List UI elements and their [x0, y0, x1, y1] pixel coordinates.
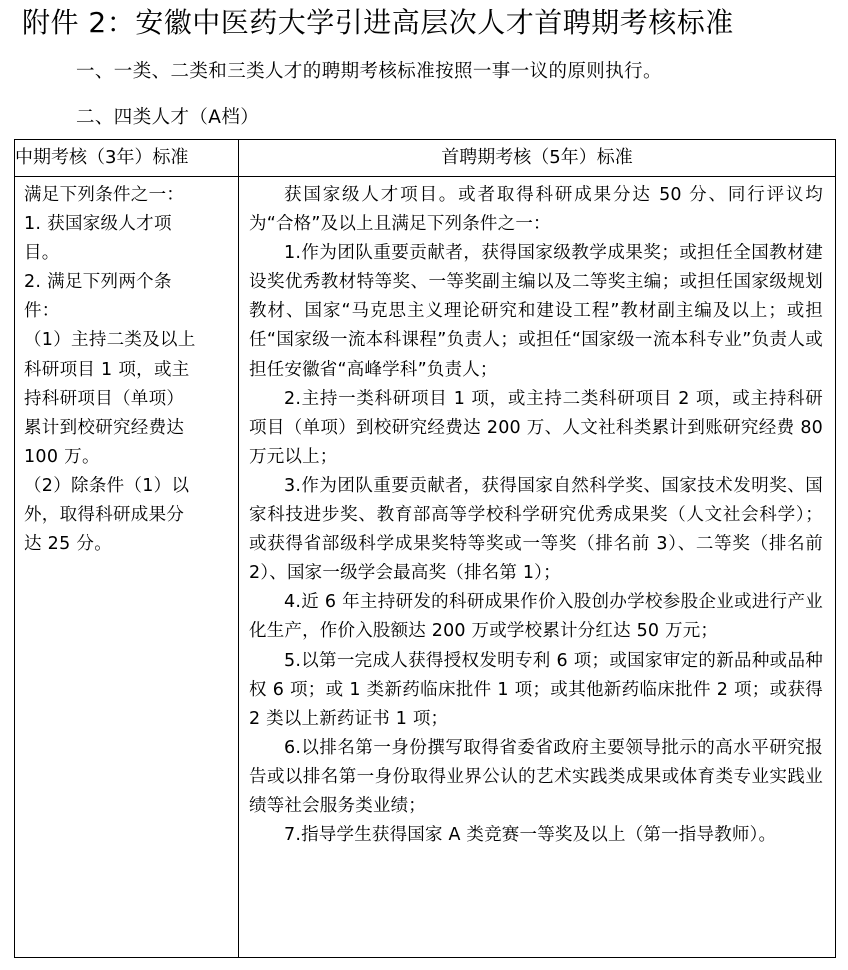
midterm-line: 目。 [24, 243, 60, 264]
criteria-item-7: 7.指导学生获得国家 A 类竞赛一等奖及以上（第一指导教师）。 [284, 825, 777, 846]
assessment-standards-table [14, 139, 836, 958]
section-1-text: 一、一类、二类和三类人才的聘期考核标准按照一事一议的原则执行。 [76, 61, 662, 82]
header-first-term: 首聘期考核（5年）标准 [239, 140, 836, 177]
midterm-line: 100 万。 [24, 446, 100, 467]
criteria-item-1: 1.作为团队重要贡献者，获得国家级教学成果奖；或担任全国教材建设奖优秀教材特等奖、一等奖副主编以及二等奖主编；或担任国家级规划教材、国家“马克思主义理论研究和建设工程”教材副主编及以上；或担任“国家级一流本科课程”负责人；或担任“国家级一流本科专业”负责人或担任安徽省“高峰学科”负责人； [249, 243, 823, 380]
criteria-item-3: 3.作为团队重要贡献者，获得国家自然科学奖、国家技术发明奖、国家科技进步奖、教育部高等学校科学研究优秀成果奖（人文社会科学）；或获得省部级科学成果奖特等奖或一等奖（排名前 3）、二等奖（排名前 2）、国家一级学会最高奖（排名第 1）； [249, 475, 823, 584]
midterm-line: 持科研项目（单项） [24, 388, 185, 409]
criteria-intro: 获国家级人才项目。或者取得科研成果分达 50 分、同行评议均为“合格”及以上且满足下列条件之一： [249, 185, 823, 235]
table-header-row [15, 140, 836, 177]
midterm-line: 累计到校研究经费达 [24, 417, 185, 438]
criteria-item-5: 5.以第一完成人获得授权发明专利 6 项；或国家审定的新品种或品种权 6 项；或 1 类新药临床批件 1 项；或其他新药临床批件 2 项；或获得 2 类以上新药证书 1 项； [249, 650, 823, 729]
midterm-line: 1. 获国家级人才项 [24, 214, 172, 235]
criteria-item-4: 4.近 6 年主持研发的科研成果作价入股创办学校参股企业或进行产业化生产，作价入股额达 200 万或学校累计分红达 50 万元； [249, 592, 823, 642]
midterm-line: （2）除条件（1）以 [24, 475, 190, 496]
midterm-criteria-cell [15, 177, 239, 958]
midterm-line: 满足下列条件之一： [24, 185, 185, 205]
midterm-line: 科研项目 1 项，或主 [24, 359, 190, 380]
midterm-line: 外，取得科研成果分 [24, 505, 185, 526]
header-midterm: 中期考核（3年）标准 [15, 140, 239, 177]
midterm-line: 件： [24, 301, 60, 322]
table-body-row [15, 177, 836, 958]
section-2-heading: 二、四类人才（A档） [76, 107, 260, 128]
midterm-line: 达 25 分。 [24, 534, 112, 555]
criteria-item-2: 2.主持一类科研项目 1 项，或主持二类科研项目 2 项，或主持科研项目（单项）到校研究经费达 200 万、人文社科类累计到账研究经费 80 万元以上； [249, 388, 823, 467]
criteria-item-6: 6.以排名第一身份撰写取得省委省政府主要领导批示的高水平研究报告或以排名第一身份取得业界公认的艺术实践类成果或体育类专业实践业绩等社会服务类业绩； [249, 737, 823, 816]
midterm-line: 2. 满足下列两个条 [24, 272, 172, 293]
document-title: 附件 2：安徽中医药大学引进高层次人才首聘期考核标准 [22, 6, 734, 39]
first-term-criteria-cell [239, 177, 836, 958]
midterm-line: （1）主持二类及以上 [24, 330, 196, 351]
